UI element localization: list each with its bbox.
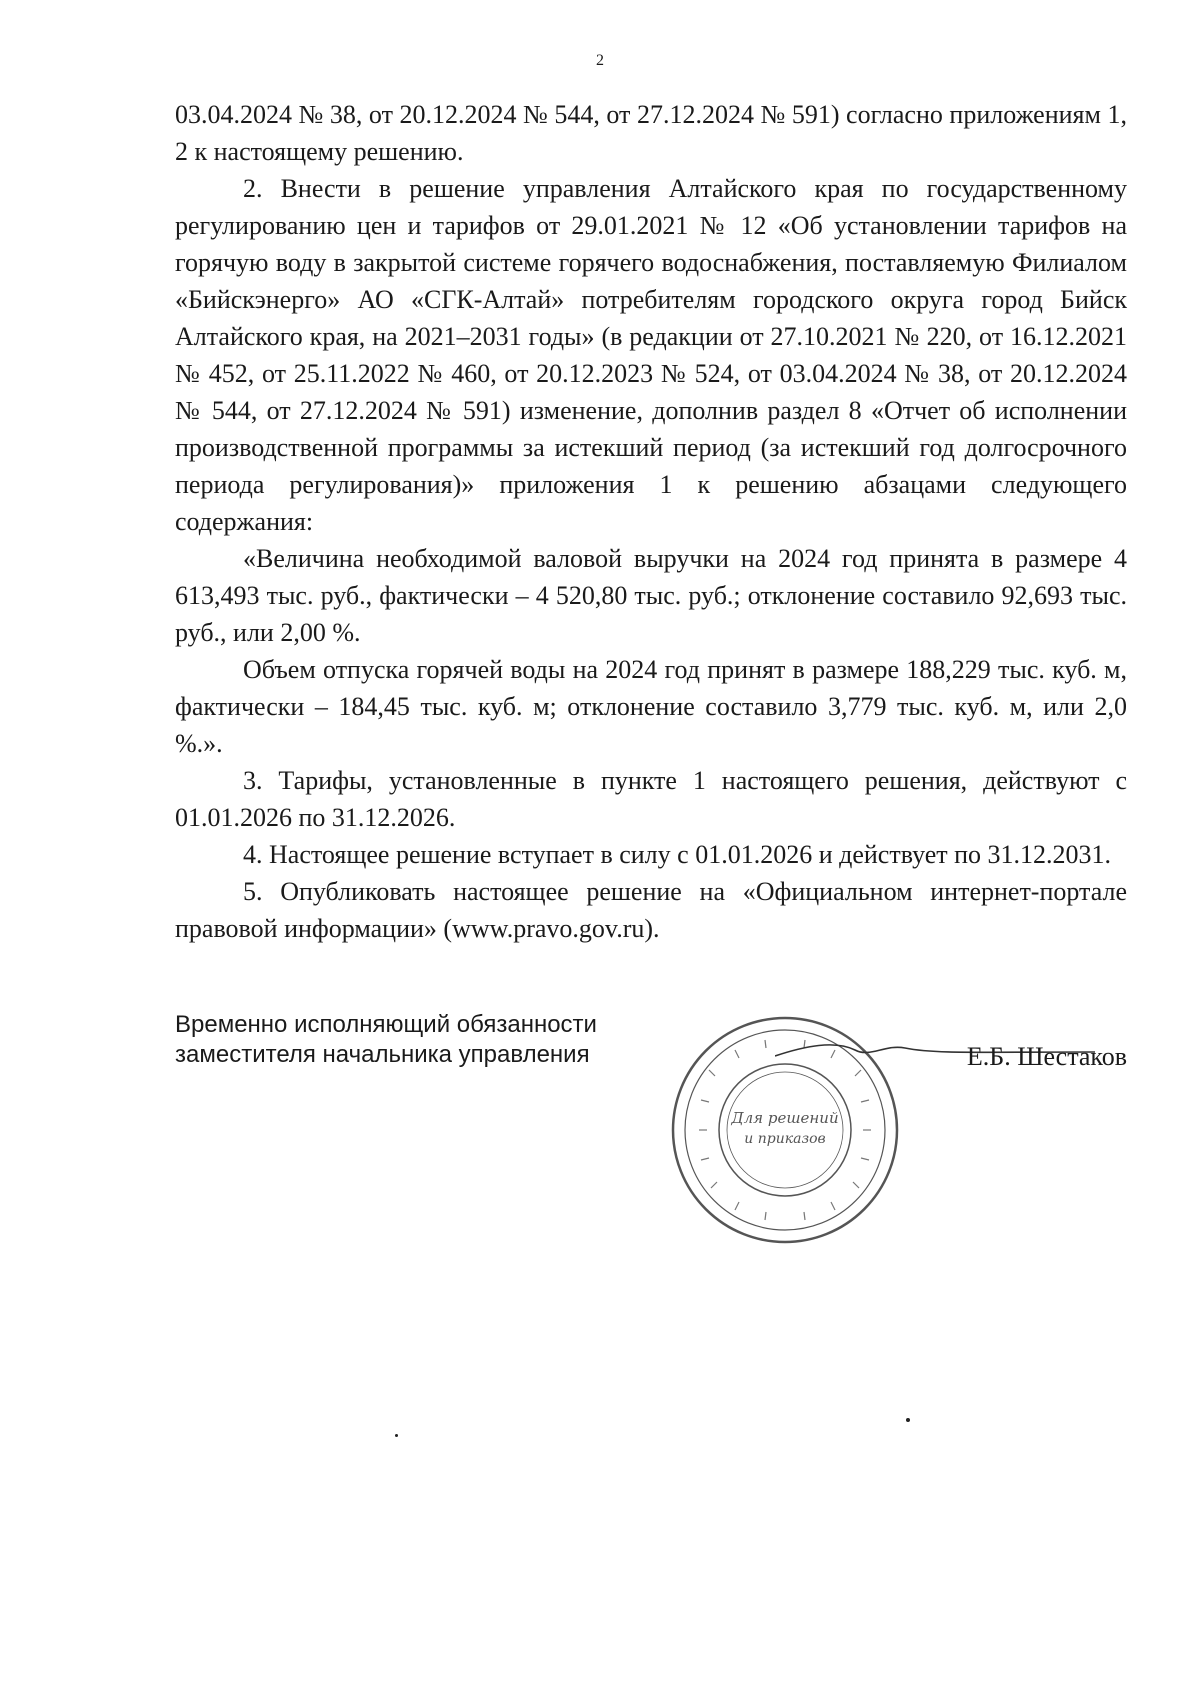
- document-body: [175, 96, 1127, 947]
- svg-text:и приказов: и приказов: [744, 1131, 826, 1147]
- scan-speck: [395, 1434, 398, 1437]
- paragraph-quote-revenue: «Величина необходимой валовой выручки на 2024 год принята в размере 4 613,493 тыс. руб., фактически – 4 520,80 тыс. руб.; отклонение составило 92,693 тыс. руб., или 2,00 %.: [175, 544, 1127, 647]
- paragraph-item-4: 4. Настоящее решение вступает в силу с 01.01.2026 и действует по 31.12.2031.: [243, 840, 1112, 869]
- signature-block: [175, 1010, 1127, 1250]
- paragraph-item-2: 2. Внести в решение управления Алтайского края по государственному регулированию цен и тарифов от 29.01.2021 № 12 «Об установлении тарифов на горячую воду в закрытой системе горячего водоснабжения, поставляемую Филиалом «Бийскэнерго» АО «СГК-Алтай» потребителям городского округа город Бийск Алтайского края, на 2021–2031 годы» (в редакции от 27.10.2021 № 220, от 16.12.2021 № 452, от 25.11.2022 № 460, от 20.12.2023 № 524, от 03.04.2024 № 38, от 20.12.2024 № 544, от 27.12.2024 № 591) изменение, дополнив раздел 8 «Отчет об исполнении производственной программы за истекший период (за истекший год долгосрочного периода регулирования)» приложения 1 к решению абзацами следующего содержания:: [175, 174, 1127, 536]
- paragraph-item-5: 5. Опубликовать настоящее решение на «Официальном интернет-портале правовой информации» (www.pravo.gov.ru).: [175, 877, 1127, 943]
- signer-name: Е.Б. Шестаков: [966, 1042, 1127, 1071]
- svg-text:Для решений: Для решений: [731, 1109, 839, 1127]
- page-number: 2: [596, 52, 604, 69]
- signer-position-line1: Временно исполняющий обязанности: [175, 1011, 597, 1038]
- paragraph-continuation: 03.04.2024 № 38, от 20.12.2024 № 544, от 27.12.2024 № 591) согласно приложениям 1, 2 к настоящему решению.: [175, 100, 1127, 166]
- signer-position-line2: заместителя начальника управления: [175, 1041, 590, 1068]
- scan-speck: [906, 1418, 910, 1422]
- signer-position: [175, 1010, 645, 1070]
- paragraph-quote-volume: Объем отпуска горячей воды на 2024 год принят в размере 188,229 тыс. куб. м, фактически – 184,45 тыс. куб. м; отклонение составило 3,779 тыс. куб. м, или 2,0 %.».: [175, 655, 1127, 758]
- paragraph-item-3: 3. Тарифы, установленные в пункте 1 настоящего решения, действуют с 01.01.2026 по 31.12.2026.: [175, 766, 1127, 832]
